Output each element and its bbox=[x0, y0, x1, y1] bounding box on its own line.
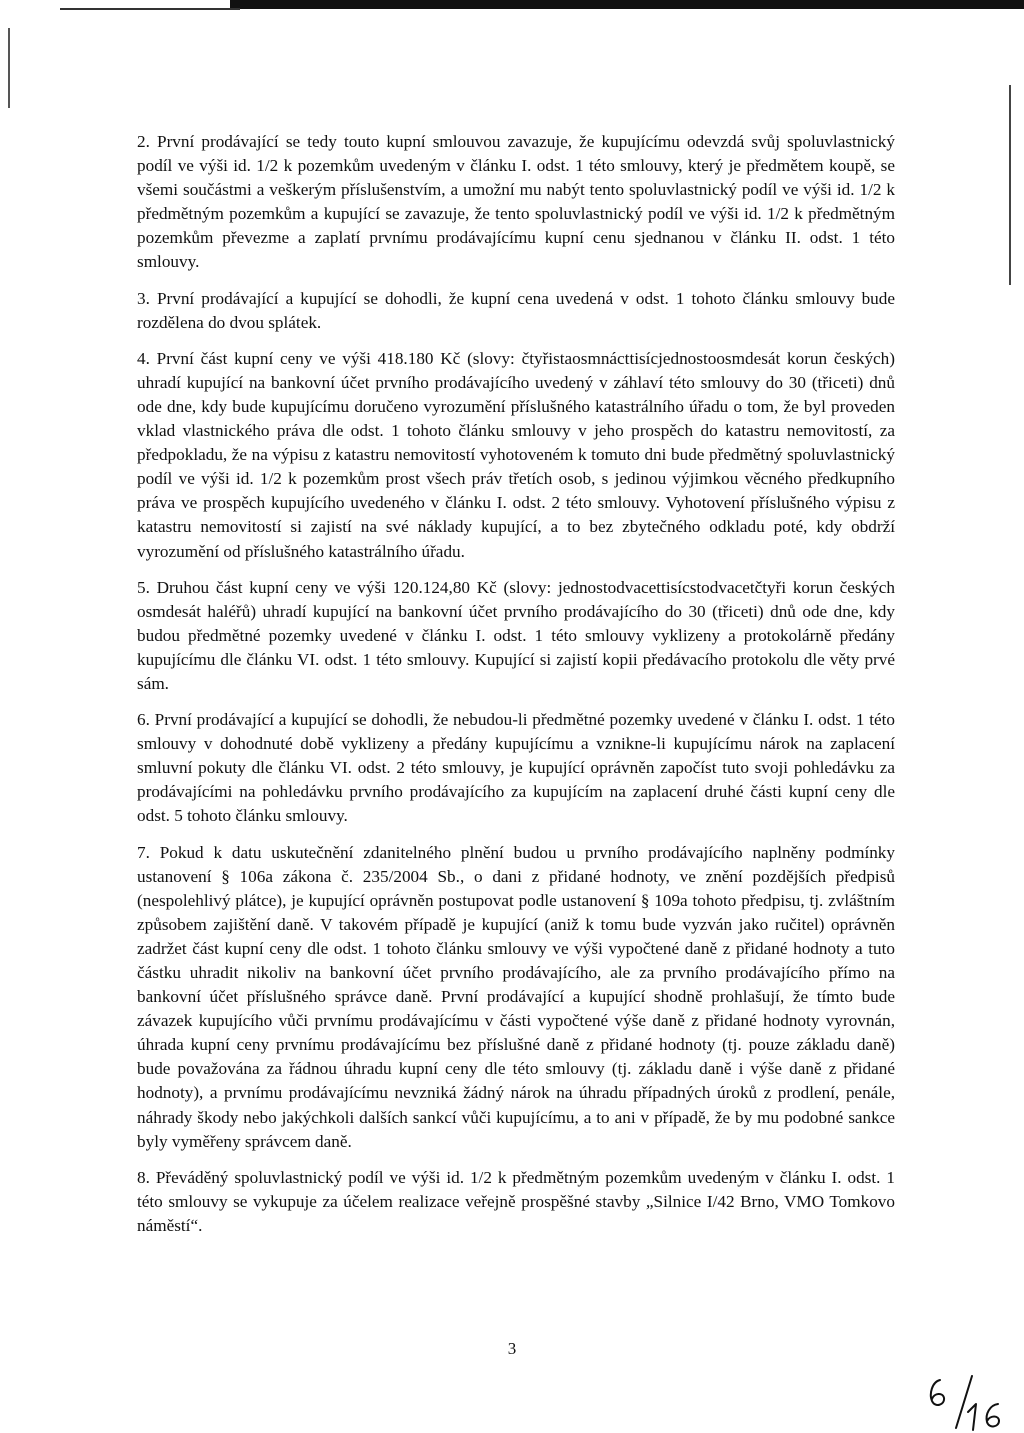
scan-top-border bbox=[230, 0, 1024, 9]
page-number: 3 bbox=[507, 1339, 517, 1358]
handwritten-folio-mark bbox=[910, 1368, 1010, 1433]
paragraph-4: 4. První část kupní ceny ve výši 418.180 Kč (slovy: čtyřistaosmnácttisícjednostoosmdesát korun českých) uhradí kupující na bankovní účet prvního prodávajícího uvedený v záhlaví této smlouvy do 30 (třiceti) dnů ode dne, kdy bude kupujícímu doručeno vyrozumění příslušného katastrálního úřadu o tom, že byl proveden vklad vlastnického práva dle odst. 1 tohoto článku smlouvy v jeho prospěch do katastru nemovitostí, za předpokladu, že na výpisu z katastru nemovitostí vyhotoveném k tomuto dni bude předmětný spoluvlastnický podíl ve výši id. 1/2 k pozemkům prost všech práv třetích osob, s jedinou výjimkou věcného předkupního práva ve prospěch kupujícího uvedeného v článku I. odst. 2 této smlouvy. Vyhotovení příslušného výpisu z katastru nemovitostí si zajistí na své náklady kupující, a to bez zbytečného odkladu poté, kdy obdrží vyrozumění od příslušného katastrálního úřadu. bbox=[137, 348, 895, 561]
paragraph-6: 6. První prodávající a kupující se dohodli, že nebudou-li předmětné pozemky uvedené v článku I. odst. 1 této smlouvy v dohodnuté době vyklizeny a předány kupujícímu a vznikne-li kupujícímu nárok na zaplacení smluvní pokuty dle článku VI. odst. 2 této smlouvy, je kupující oprávněn započíst tuto svoji pohledávku za prodávajícími na pohledávku prvního prodávajícího za kupujícím na zaplacení druhé části kupní ceny dle odst. 5 tohoto článku smlouvy. bbox=[137, 710, 895, 826]
scan-top-rule bbox=[60, 8, 240, 10]
contract-page-body bbox=[137, 130, 895, 1250]
paragraph-7: 7. Pokud k datu uskutečnění zdanitelného plnění budou u prvního prodávajícího naplněny podmínky ustanovení § 106a zákona č. 235/2004 Sb., o dani z přidané hodnoty, ve znění pozdějších předpisů (nespolehlivý plátce), je kupující oprávněn postupovat podle ustanovení § 109a tohoto předpisu, tj. zvláštním způsobem zajištění daně. V takovém případě je kupující (aniž k tomu bude vyzván jako ručitel) oprávněn zadržet část kupní ceny dle odst. 1 tohoto článku smlouvy ve výši vypočtené daně z přidané hodnoty a tuto částku uhradit nikoliv na bankovní účet prvního prodávajícího, ale za prvního prodávajícího přímo na bankovní účet příslušného správce daně. První prodávající a kupující shodně prohlašují, že tímto bude závazek kupujícího vůči prvnímu prodávajícímu v části vypočtené výše daně z přidané hodnoty vyrovnán, úhrada kupní ceny prvnímu prodávajícímu bez příslušné daně z přidané hodnoty (tj. pouze základu daně) bude považována za řádnou úhradu kupní ceny dle této smlouvy (tj. základu daně i výše daně z přidané hodnoty), a prvnímu prodávajícímu nevzniká žádný nárok na úhradu případných úroků z prodlení, penále, náhrady škody nebo jakýchkoli dalších sankcí vůči kupujícímu, a to ani v případě, že by mu podobné sankce byly vyměřeny správcem daně. bbox=[137, 842, 895, 1151]
paragraph-8: 8. Převáděný spoluvlastnický podíl ve výši id. 1/2 k předmětným pozemkům uvedeným v článku I. odst. 1 této smlouvy se vykupuje za účelem realizace veřejně prospěšné stavby „Silnice I/42 Brno, VMO Tomkovo náměstí“. bbox=[137, 1167, 895, 1235]
scan-left-edge-mark bbox=[8, 28, 10, 108]
paragraph-2: 2. První prodávající se tedy touto kupní smlouvou zavazuje, že kupujícímu odevzdá svůj spoluvlastnický podíl ve výši id. 1/2 k pozemkům uvedeným v článku I. odst. 1 této smlouvy, který je předmětem koupě, se všemi součástmi a veškerým příslušenstvím, a umožní mu nabýt tento spoluvlastnický podíl ve výši id. 1/2 k předmětným pozemkům a kupující se zavazuje, že tento spoluvlastnický podíl ve výši id. 1/2 k předmětným pozemkům převezme a zaplatí prvnímu prodávajícímu kupní cenu sjednanou v článku II. odst. 1 této smlouvy. bbox=[137, 132, 895, 272]
handwritten-folio-drawing bbox=[910, 1368, 1010, 1433]
paragraph-3: 3. První prodávající a kupující se dohodli, že kupní cena uvedená v odst. 1 tohoto článku smlouvy bude rozdělena do dvou splátek. bbox=[137, 288, 895, 332]
scan-right-edge-mark bbox=[1009, 85, 1011, 285]
paragraph-5: 5. Druhou část kupní ceny ve výši 120.124,80 Kč (slovy: jednostodvacettisícstodvacetčtyři korun českých osmdesát haléřů) uhradí kupující na bankovní účet prvního prodávajícího do 30 (třiceti) dnů ode dne, kdy budou předmětné pozemky uvedené v článku I. odst. 1 této smlouvy vyklizeny a protokolárně předány kupujícímu dle článku VI. odst. 1 této smlouvy. Kupující si zajistí kopii předávacího protokolu dle věty prvé sám. bbox=[137, 577, 895, 693]
